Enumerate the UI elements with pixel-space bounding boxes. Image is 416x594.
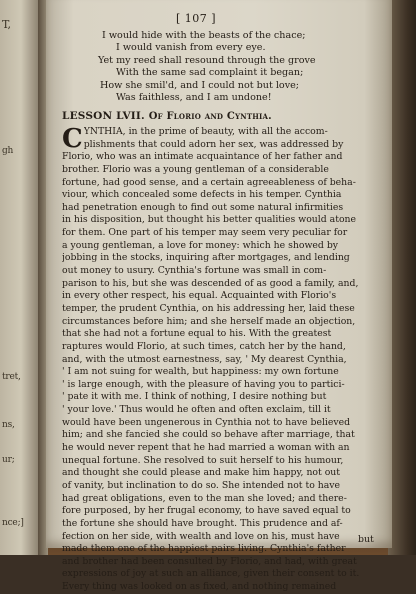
text-line: and, with the utmost earnestness, say, ' My dearest Cynthia, — [62, 353, 347, 365]
facing-page-fragment: tret, — [2, 372, 21, 382]
text-line: circumstances before him; and she herself made an objection, — [62, 315, 356, 327]
text-line: fore purposed, by her frugal economy, to have saved equal to — [62, 505, 351, 517]
text-line: unequal fortune. She resolved to suit herself to his humour, — [62, 454, 344, 466]
text-line: and brother had been consulted by Florio, and had, with great — [62, 555, 357, 567]
text-line: raptures would Florio, at such times, catch her by the hand, — [62, 340, 346, 352]
facing-page-fragment: ur; — [2, 455, 15, 465]
text-line: made them one of the happiest pairs living. Cynthia's father — [62, 543, 346, 555]
text-line: he would never repent that he had married a woman with an — [62, 442, 350, 454]
text-line: for them. One part of his temper may seem very peculiar for — [62, 227, 348, 239]
verse-line: Yet my reed shall resound through the grove — [98, 55, 316, 66]
verse-line: With the same sad complaint it began; — [116, 67, 304, 78]
verse-line: I would vanish from every eye. — [116, 42, 266, 53]
facing-page-fragment: gh — [2, 146, 14, 156]
catchword: but — [358, 534, 374, 545]
facing-page-fragment: T, — [2, 18, 11, 31]
verse-line: Was faithless, and I am undone! — [116, 92, 272, 103]
text-line: viour, which concealed some defects in his temper. Cynthia — [62, 189, 342, 201]
text-line: him; and she fancied she could so behave after marriage, that — [62, 429, 355, 441]
verse-line: How she smil'd, and I could not but love; — [100, 80, 300, 91]
text-line: Every thing was looked on as fixed, and nothing remained — [62, 581, 337, 593]
text-line: and thought she could please and make him happy, not out — [62, 467, 341, 479]
book-page — [46, 0, 392, 593]
text-line: that she had not a fortune equal to his. With the greatest — [62, 328, 332, 340]
text-line: plishments that could adorn her sex, was addressed by — [83, 138, 344, 150]
text-line: had penetration enough to find out some natural infirmities — [62, 201, 344, 213]
text-line: ' your love.' Thus would he often and often exclaim, till it — [62, 404, 331, 416]
lesson-title: Of Florio and Cynthia. — [148, 111, 272, 122]
text-line: fection on her side, with wealth and love on his, must have — [62, 530, 340, 542]
text-line: ' is large enough, with the pleasure of having you to partici- — [62, 378, 345, 390]
lesson-number: LESSON LVII. — [62, 110, 145, 122]
text-line: ' I am not suing for wealth, but happiness: my own fortune — [62, 366, 339, 378]
lesson-heading — [62, 110, 272, 122]
text-line: YNTHIA, in the prime of beauty, with all the accom- — [83, 126, 328, 137]
text-line: would have been ungenerous in Cynthia not to have believed — [62, 416, 351, 428]
text-line: expressions of joy at such an alliance, given their consent to it. — [62, 568, 360, 580]
text-line: Florio, who was an intimate acquaintance of her father and — [62, 151, 343, 163]
text-line: parison to his, but she was descended of as good a family, and, — [62, 277, 359, 289]
text-line: temper, the prudent Cynthia, on his addressing her, laid these — [62, 302, 355, 314]
book-cover-edge — [388, 0, 416, 555]
text-line: of vanity, but inclination to do so. She intended not to have — [62, 479, 341, 491]
facing-page-fragment: nce;] — [2, 518, 24, 528]
text-line: in every other respect, his equal. Acquainted with Florio's — [62, 290, 337, 302]
text-line: jobbing in the stocks, inquiring after mortgages, and lending — [62, 252, 350, 264]
verse-line: I would hide with the beasts of the chace; — [102, 30, 306, 41]
drop-cap: C — [62, 124, 83, 154]
text-line: in his disposition, but thought his better qualities would atone — [62, 214, 357, 226]
text-line: brother. Florio was a young gentleman of a considerable — [62, 163, 329, 175]
facing-page-fragment: ns, — [2, 420, 15, 430]
lesson-body — [62, 126, 380, 594]
text-line: out money to usury. Cynthia's fortune was small in com- — [62, 265, 327, 277]
page-number: [ 107 ] — [176, 12, 217, 25]
text-line: had great obligations, even to the man she loved; and there- — [62, 492, 347, 504]
text-line: ' pate it with me. I think of nothing, I desire nothing but — [62, 391, 327, 403]
text-line: fortune, had good sense, and a certain agreeableness of beha- — [62, 176, 356, 188]
text-line: a young gentleman, a love for money: which he showed by — [62, 239, 339, 251]
facing-page-edge — [0, 0, 38, 555]
text-line: the fortune she should have brought. This prudence and af- — [62, 517, 343, 529]
